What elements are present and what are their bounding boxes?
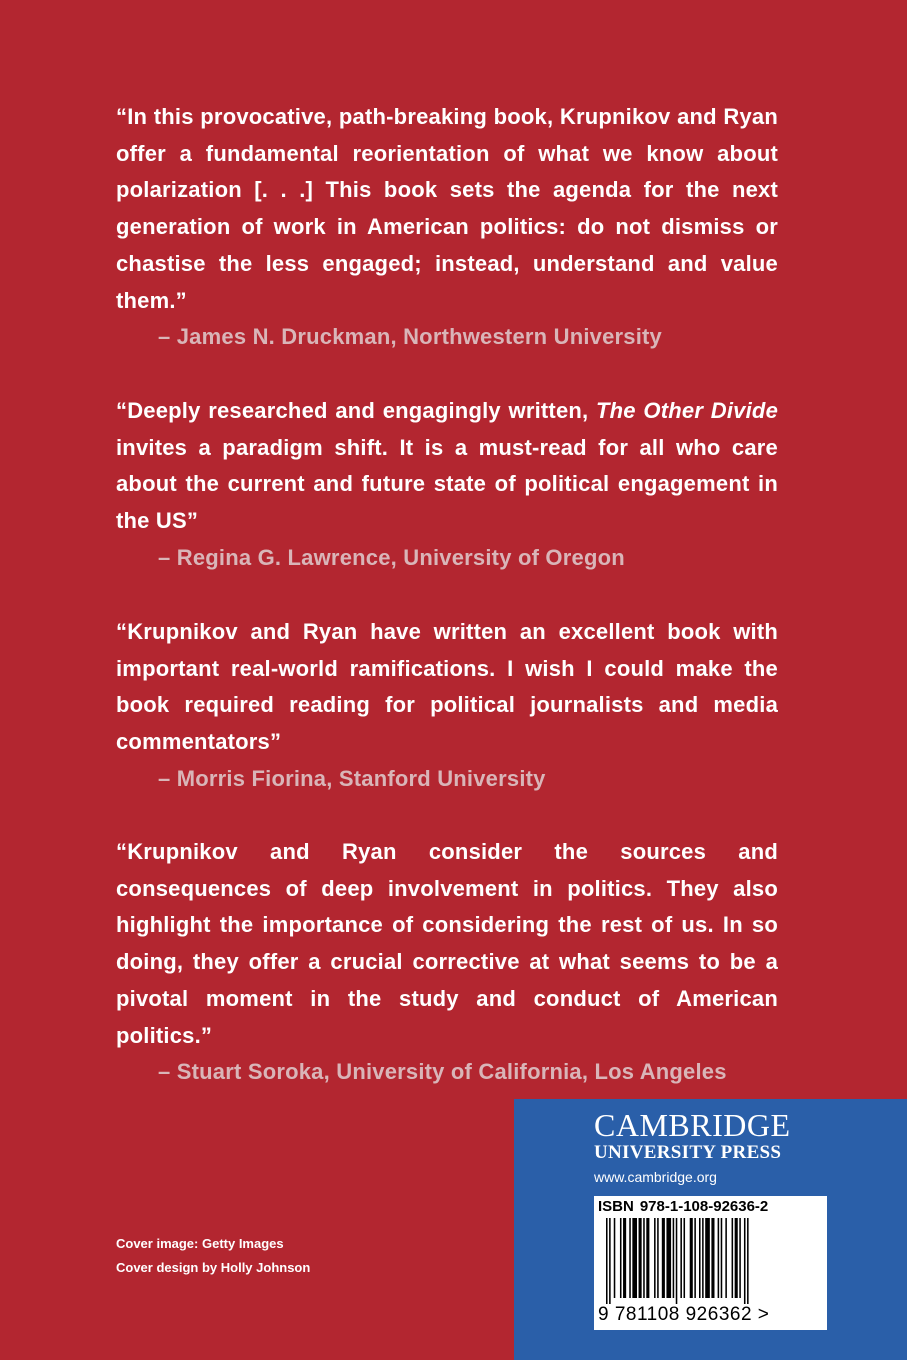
barcode-bar bbox=[657, 1218, 659, 1298]
publisher-url[interactable]: www.cambridge.org bbox=[594, 1169, 717, 1185]
quote-text-after: invites a paradigm shift. It is a must-read for all who care about the current and future state of political engagement in the US” bbox=[116, 434, 778, 534]
barcode-bar bbox=[725, 1218, 727, 1298]
barcode-bar bbox=[711, 1218, 714, 1298]
barcode-bar bbox=[662, 1218, 665, 1298]
barcode-bar bbox=[680, 1218, 682, 1298]
barcode-bar bbox=[614, 1218, 616, 1298]
barcode-bar bbox=[690, 1218, 693, 1298]
barcode-graphic bbox=[606, 1218, 814, 1304]
barcode-bar bbox=[699, 1218, 701, 1298]
barcode-bar bbox=[744, 1218, 746, 1304]
publisher-name: CAMBRIDGE bbox=[594, 1107, 791, 1143]
quote-attribution: – James N. Druckman, Northwestern University bbox=[158, 324, 662, 350]
barcode-bar bbox=[666, 1218, 671, 1298]
quote-text bbox=[116, 393, 778, 540]
quote-text: “Krupnikov and Ryan have written an excellent book with important real-world ramifications. I wish I could make the book required reading for political journalists and media commentators” bbox=[116, 619, 778, 755]
barcode-bar bbox=[684, 1218, 686, 1298]
barcode-bar bbox=[721, 1218, 723, 1298]
quote-attribution: – Regina G. Lawrence, University of Oregon bbox=[158, 544, 625, 570]
cover-design-credit: Cover design by Holly Johnson bbox=[116, 1260, 311, 1275]
barcode-bar bbox=[705, 1218, 710, 1298]
barcode-bar bbox=[735, 1218, 738, 1298]
barcode-area bbox=[594, 1196, 827, 1330]
barcode-bar bbox=[694, 1218, 696, 1298]
quote-text-before: “Deeply researched and engagingly written, bbox=[116, 398, 597, 423]
barcode-bar bbox=[673, 1218, 675, 1298]
barcode-bar bbox=[747, 1218, 749, 1304]
barcode-bar bbox=[676, 1218, 678, 1304]
barcode-bar bbox=[629, 1218, 631, 1298]
barcode-digits: 9 781108 926362 > bbox=[598, 1304, 770, 1325]
quote-block-2 bbox=[116, 393, 778, 577]
isbn-line bbox=[598, 1198, 774, 1215]
quote-text: “In this provocative, path-breaking book, Krupnikov and Ryan offer a fundamental reorientation of what we know about polarization [. . .] This book sets the agenda for the next generation of work in American politics: do not dismiss or chastise the less engaged; instead, understand and value them.” bbox=[116, 104, 778, 313]
barcode-bar bbox=[643, 1218, 645, 1298]
barcode-bar bbox=[732, 1218, 734, 1298]
quote-block-4 bbox=[116, 834, 778, 1091]
barcode-bar bbox=[718, 1218, 720, 1298]
isbn-number: 978-1-108-92636-2 bbox=[639, 1198, 769, 1215]
barcode-bar bbox=[609, 1218, 611, 1304]
cover-image-credit: Cover image: Getty Images bbox=[116, 1236, 284, 1251]
barcode-bar bbox=[632, 1218, 637, 1298]
publisher-subtitle: UNIVERSITY PRESS bbox=[594, 1142, 782, 1163]
quote-block-1 bbox=[116, 99, 778, 356]
quote-attribution: – Stuart Soroka, University of California, Los Angeles bbox=[158, 1059, 727, 1085]
barcode-bar bbox=[620, 1218, 622, 1298]
quote-block-3 bbox=[116, 614, 778, 798]
barcode-bar bbox=[739, 1218, 741, 1298]
quote-attribution: – Morris Fiorina, Stanford University bbox=[158, 765, 546, 791]
isbn-label: ISBN bbox=[598, 1198, 634, 1215]
barcode-bar bbox=[702, 1218, 704, 1298]
barcode-bar bbox=[646, 1218, 649, 1298]
barcode-bar bbox=[639, 1218, 642, 1298]
barcode-bar bbox=[606, 1218, 608, 1304]
publisher-box bbox=[514, 1099, 907, 1360]
cover-credits bbox=[116, 1234, 310, 1282]
barcode-bar bbox=[654, 1218, 656, 1298]
book-title: The Other Divide bbox=[596, 398, 779, 423]
quote-text: “Krupnikov and Ryan consider the sources and consequences of deep involvement in politics. They also highlight the importance of considering the rest of us. In so doing, they offer a crucial corrective at what seems to be a pivotal moment in the study and conduct of American politics.” bbox=[116, 839, 778, 1048]
barcode-bar bbox=[623, 1218, 626, 1298]
